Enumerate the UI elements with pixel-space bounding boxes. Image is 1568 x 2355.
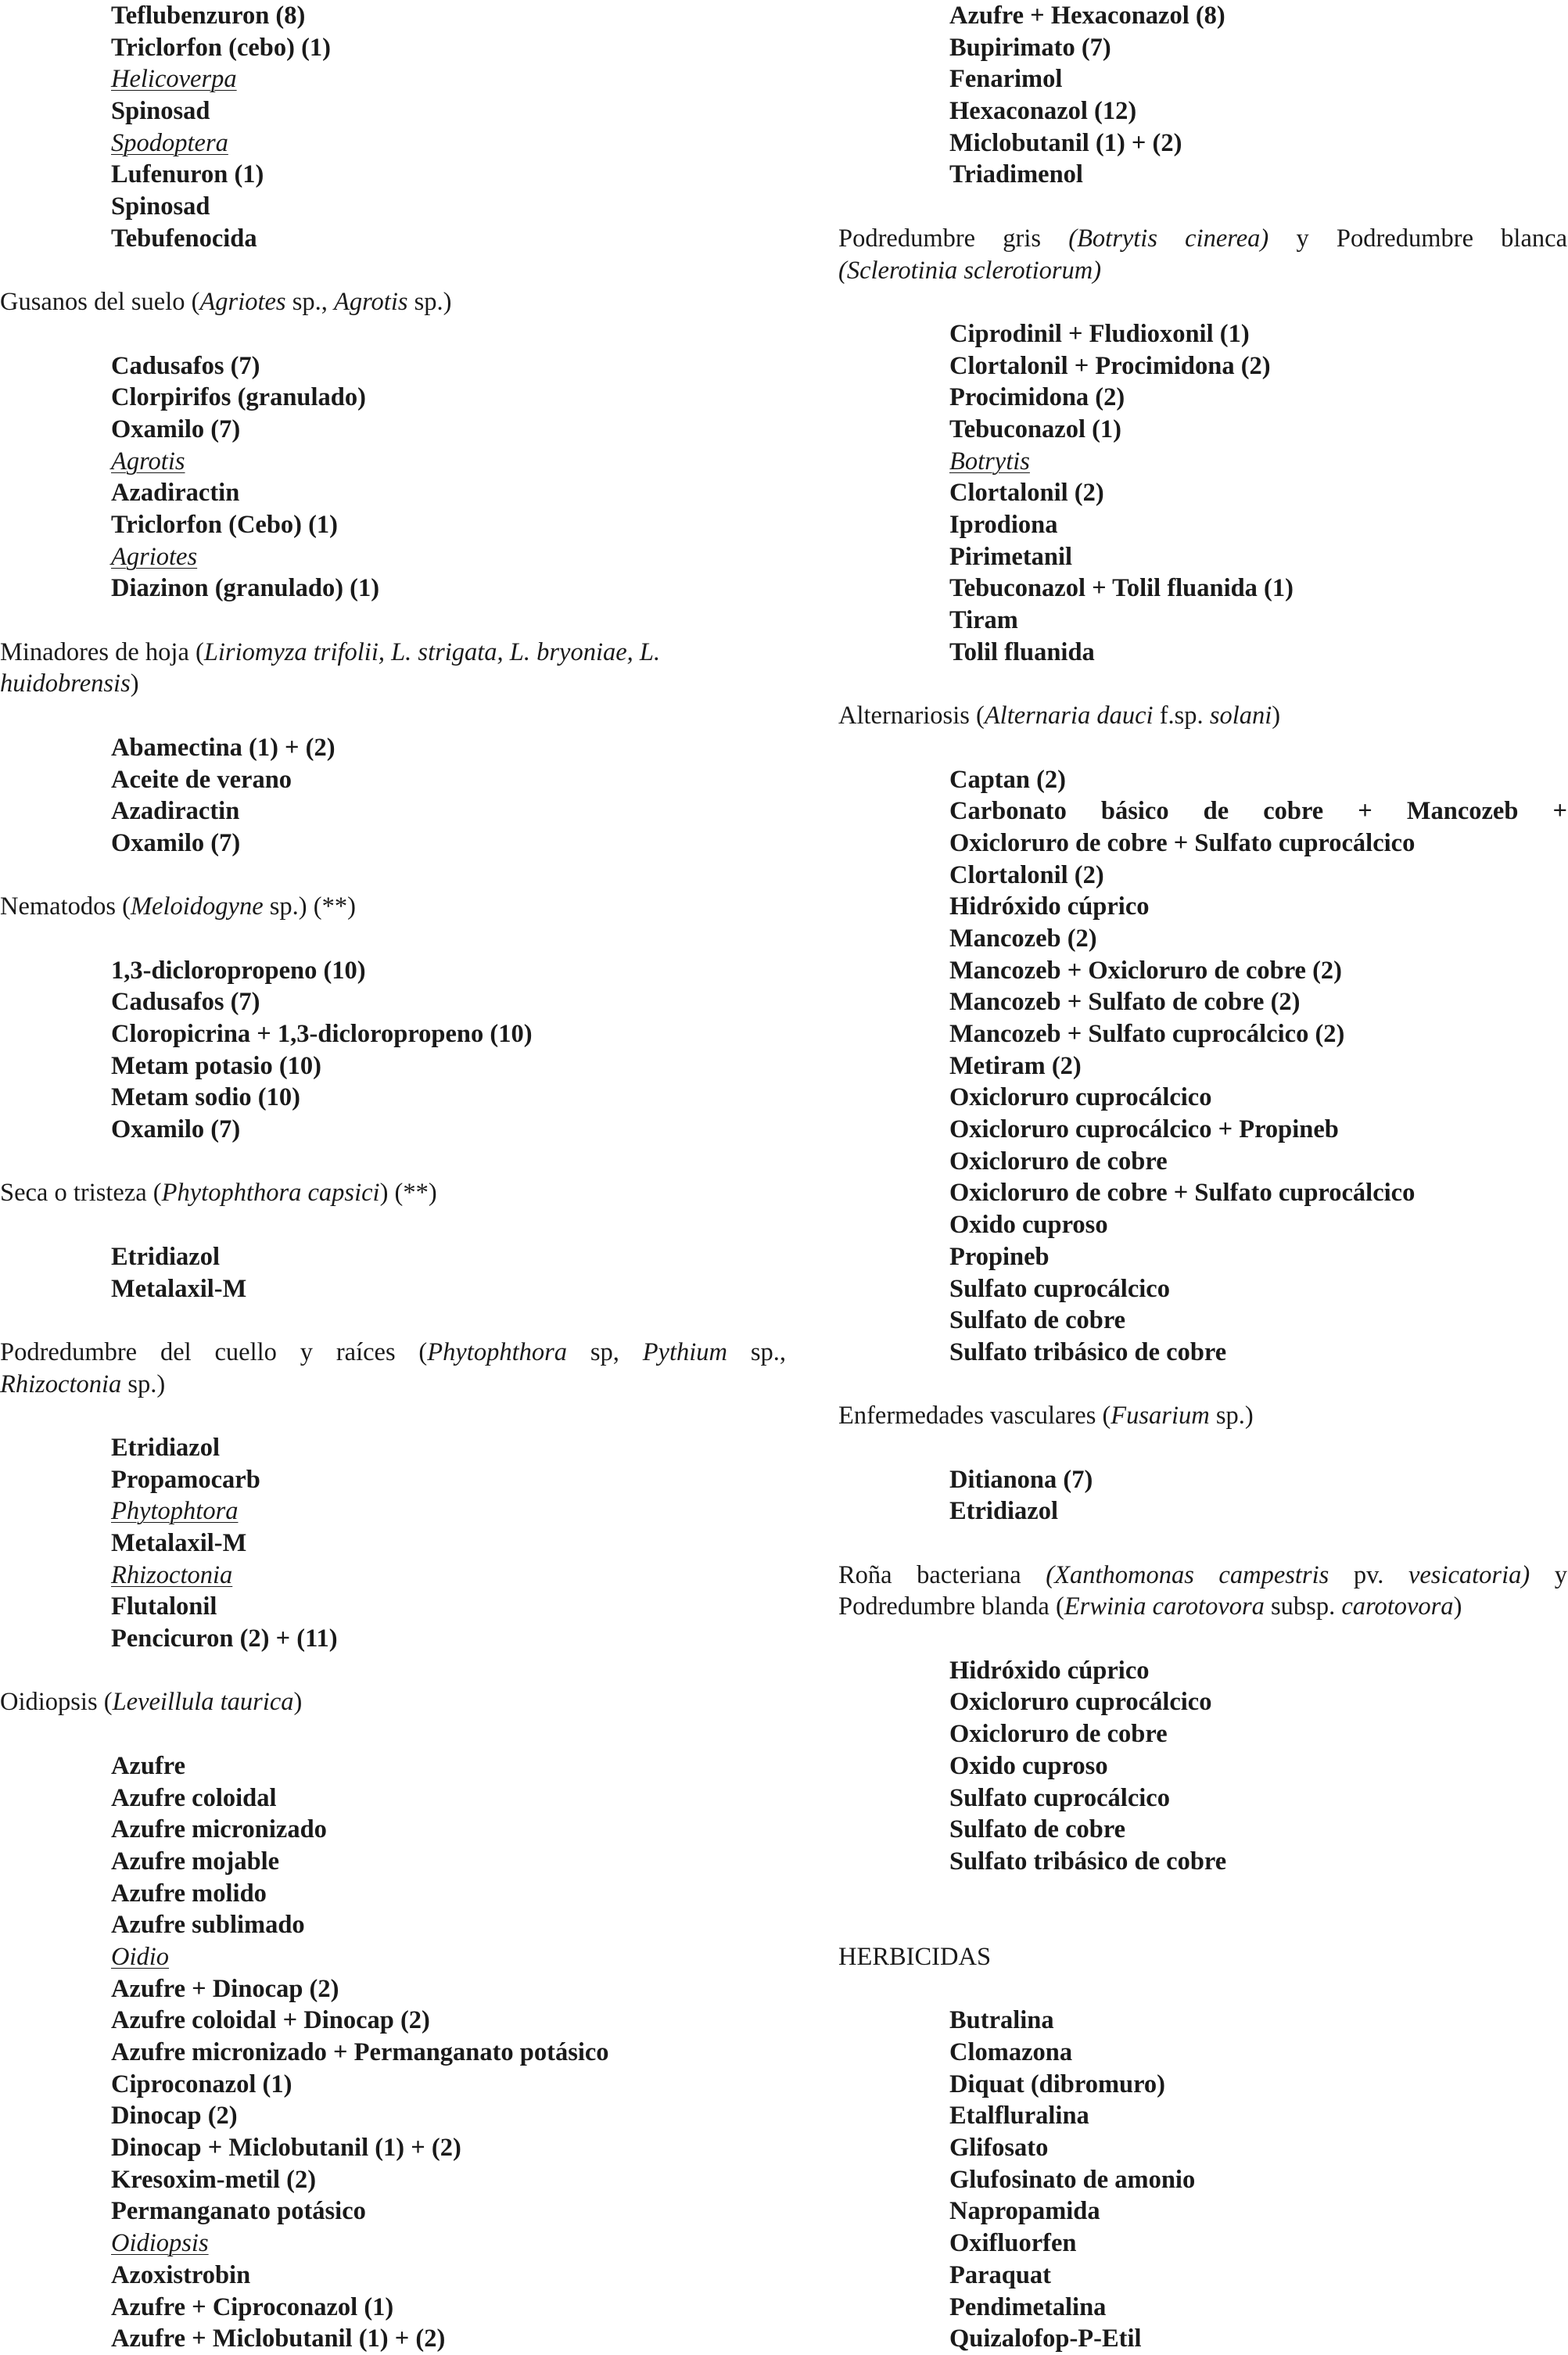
product-item: Propineb	[949, 1242, 1050, 1271]
product-item: Glifosato	[949, 2134, 1049, 2163]
section-heading-podredumbre-gris: Podredumbre gris (Botrytis cinerea) y Podredumbre blanca	[838, 224, 1567, 253]
product-item: Mancozeb + Oxicloruro de cobre (2)	[949, 956, 1343, 985]
product-item: Oxicloruro de cobre + Sulfato cuprocálcico	[949, 828, 1416, 857]
product-item: Metam potasio (10)	[111, 1051, 321, 1080]
product-item: Bupirimato (7)	[949, 33, 1111, 62]
product-item: Clortalonil + Procimidona (2)	[949, 351, 1271, 380]
product-item: Spinosad	[111, 97, 210, 126]
product-item: Pirimetanil	[949, 542, 1073, 571]
product-item: Fenarimol	[949, 65, 1063, 94]
product-item: Pencicuron (2) + (11)	[111, 1624, 338, 1653]
product-item: Sulfato de cobre	[949, 1306, 1126, 1335]
pest-subheading: Spodoptera	[111, 128, 228, 157]
product-item: Oxifluorfen	[949, 2229, 1077, 2258]
section-heading-minadores-cont: huidobrensis)	[0, 670, 139, 698]
product-item: Tolil fluanida	[949, 637, 1095, 666]
product-item: Triadimenol	[949, 160, 1083, 189]
product-item: Etridiazol	[111, 1433, 221, 1462]
product-item: Procimidona (2)	[949, 383, 1125, 412]
pest-subheading: Rhizoctonia	[111, 1560, 233, 1589]
product-item: Azufre mojable	[111, 1847, 280, 1876]
pest-subheading: Oidio	[111, 1942, 170, 1971]
product-item: Aceite de verano	[111, 765, 292, 794]
product-item: Tebufenocida	[111, 224, 257, 253]
product-item: Azufre coloidal + Dinocap (2)	[111, 2006, 430, 2035]
product-item: Oxido cuproso	[949, 1751, 1108, 1780]
product-item: Azoxistrobin	[111, 2260, 251, 2289]
product-item: Oxamilo (7)	[111, 415, 241, 443]
product-item: Sulfato cuprocálcico	[949, 1274, 1170, 1303]
product-item: Azufre + Ciproconazol (1)	[111, 2292, 394, 2321]
product-item: Oxicloruro de cobre + Sulfato cuprocálcico	[949, 1179, 1416, 1208]
product-item: Butralina	[949, 2006, 1054, 2035]
section-heading-alternariosis: Alternariosis (Alternaria dauci f.sp. solani)	[838, 702, 1281, 731]
product-item: Tebuconazol (1)	[949, 415, 1121, 443]
product-item: Ciprodinil + Fludioxonil (1)	[949, 319, 1250, 348]
product-item: Tiram	[949, 606, 1018, 635]
section-heading-seca: Seca o tristeza (Phytophthora capsici) (**)	[0, 1179, 437, 1208]
product-item: Ditianona (7)	[949, 1465, 1093, 1494]
section-heading-herbicidas: HERBICIDAS	[838, 1942, 992, 1971]
product-item: Oxicloruro de cobre	[949, 1147, 1168, 1176]
product-item: Clortalonil (2)	[949, 860, 1104, 889]
product-item: Kresoxim-metil (2)	[111, 2165, 317, 2194]
product-item: Paraquat	[949, 2260, 1051, 2289]
product-item: Etridiazol	[949, 1497, 1059, 1526]
section-heading-podredumbre-gris-cont: (Sclerotinia sclerotiorum)	[838, 256, 1102, 285]
product-item: Pendimetalina	[949, 2292, 1107, 2321]
product-item: Dinocap + Miclobutanil (1) + (2)	[111, 2134, 461, 2163]
product-item: Sulfato de cobre	[949, 1815, 1126, 1844]
section-heading-rona-cont: Podredumbre blanda (Erwinia carotovora subsp. carotovora)	[838, 1592, 1462, 1621]
product-item: Cadusafos (7)	[111, 988, 260, 1017]
product-item: Miclobutanil (1) + (2)	[949, 128, 1182, 157]
right-column	[838, 0, 1567, 2355]
product-item: Dinocap (2)	[111, 2102, 238, 2131]
product-item: Azufre + Hexaconazol (8)	[949, 2, 1225, 30]
product-item: Hidróxido cúprico	[949, 892, 1150, 921]
product-item: Cadusafos (7)	[111, 351, 260, 380]
product-item: Hexaconazol (12)	[949, 97, 1137, 126]
product-item: Diazinon (granulado) (1)	[111, 574, 380, 603]
product-item: Oxicloruro de cobre	[949, 1720, 1168, 1749]
product-item: Iprodiona	[949, 511, 1058, 539]
section-heading-rona: Roña bacteriana (Xanthomonas campestris pv. vesicatoria) y	[838, 1560, 1568, 1589]
product-item: Azadiractin	[111, 479, 240, 508]
product-item: 1,3-dicloropropeno (10)	[111, 956, 366, 985]
product-item: Azufre + Dinocap (2)	[111, 1974, 339, 2003]
product-item: Metiram (2)	[949, 1051, 1082, 1080]
product-item: Cloropicrina + 1,3-dicloropropeno (10)	[111, 1020, 533, 1048]
section-heading-podredumbre-cuello-cont: Rhizoctonia sp.)	[0, 1370, 166, 1398]
product-item: Azufre sublimado	[111, 1911, 305, 1940]
product-item: Azadiractin	[111, 797, 240, 826]
product-item: Lufenuron (1)	[111, 160, 264, 189]
product-item: Propamocarb	[111, 1465, 260, 1494]
product-item: Quizalofop-P-Etil	[949, 2324, 1142, 2353]
product-item: Triclorfon (Cebo) (1)	[111, 511, 339, 539]
product-item: Sulfato cuprocálcico	[949, 1783, 1170, 1812]
product-item: Diquat (dibromuro)	[949, 2070, 1165, 2098]
section-heading-podredumbre-cuello: Podredumbre del cuello y raíces (Phytophthora sp, Pythium sp.,	[0, 1337, 787, 1366]
product-item: Spinosad	[111, 192, 210, 221]
product-item: Azufre	[111, 1751, 186, 1780]
product-item: Etridiazol	[111, 1242, 221, 1271]
product-item: Etalfluralina	[949, 2102, 1089, 2131]
pest-subheading: Helicoverpa	[111, 65, 237, 94]
product-item: Mancozeb + Sulfato cuprocálcico (2)	[949, 1020, 1345, 1048]
product-item: Clortalonil (2)	[949, 479, 1104, 508]
product-item: Clomazona	[949, 2038, 1073, 2066]
product-item: Carbonato básico de cobre + Mancozeb +	[949, 797, 1567, 826]
product-item: Permanganato potásico	[111, 2197, 366, 2226]
product-item: Clorpirifos (granulado)	[111, 383, 366, 412]
product-item: Tebuconazol + Tolil fluanida (1)	[949, 574, 1294, 603]
product-item: Azufre + Miclobutanil (1) + (2)	[111, 2324, 446, 2353]
product-item: Oxicloruro cuprocálcico + Propineb	[949, 1115, 1339, 1144]
product-item: Napropamida	[949, 2197, 1100, 2226]
pest-subheading: Agrotis	[111, 447, 185, 476]
product-item: Glufosinato de amonio	[949, 2165, 1196, 2194]
product-item: Metalaxil-M	[111, 1274, 247, 1303]
product-item: Abamectina (1) + (2)	[111, 733, 335, 762]
section-heading-nematodos: Nematodos (Meloidogyne sp.) (**)	[0, 892, 356, 921]
product-item: Hidróxido cúprico	[949, 1656, 1150, 1685]
section-heading-gusanos: Gusanos del suelo (Agriotes sp., Agrotis sp.)	[0, 288, 452, 317]
section-heading-vasculares: Enfermedades vasculares (Fusarium sp.)	[838, 1402, 1254, 1431]
product-item: Metalaxil-M	[111, 1529, 247, 1557]
product-item: Triclorfon (cebo) (1)	[111, 33, 331, 62]
section-heading-minadores: Minadores de hoja (Liriomyza trifolii, L. strigata, L. bryoniae, L.	[0, 637, 661, 666]
product-item: Azufre molido	[111, 1879, 267, 1908]
product-item: Flutalonil	[111, 1592, 217, 1621]
product-item: Ciproconazol (1)	[111, 2070, 292, 2098]
product-item: Teflubenzuron (8)	[111, 2, 306, 30]
product-item: Oxido cuproso	[949, 1211, 1108, 1240]
product-item: Mancozeb (2)	[949, 924, 1097, 953]
product-item: Captan (2)	[949, 765, 1066, 794]
product-item: Azufre coloidal	[111, 1783, 277, 1812]
product-item: Oxicloruro cuprocálcico	[949, 1688, 1212, 1717]
product-item: Oxamilo (7)	[111, 1115, 241, 1144]
product-item: Metam sodio (10)	[111, 1083, 300, 1112]
product-item: Azufre micronizado + Permanganato potásico	[111, 2038, 609, 2066]
pest-subheading: Agriotes	[111, 542, 198, 571]
pest-subheading: Oidiopsis	[111, 2229, 209, 2258]
product-item: Azufre micronizado	[111, 1815, 327, 1844]
section-heading-oidiopsis: Oidiopsis (Leveillula taurica)	[0, 1688, 303, 1717]
product-item: Sulfato tribásico de cobre	[949, 1847, 1227, 1876]
product-item: Oxicloruro cuprocálcico	[949, 1083, 1212, 1112]
pest-subheading: Botrytis	[949, 447, 1030, 476]
product-item: Mancozeb + Sulfato de cobre (2)	[949, 988, 1301, 1017]
pest-subheading: Phytophtora	[111, 1497, 239, 1526]
product-item: Sulfato tribásico de cobre	[949, 1337, 1227, 1366]
product-item: Oxamilo (7)	[111, 828, 241, 857]
